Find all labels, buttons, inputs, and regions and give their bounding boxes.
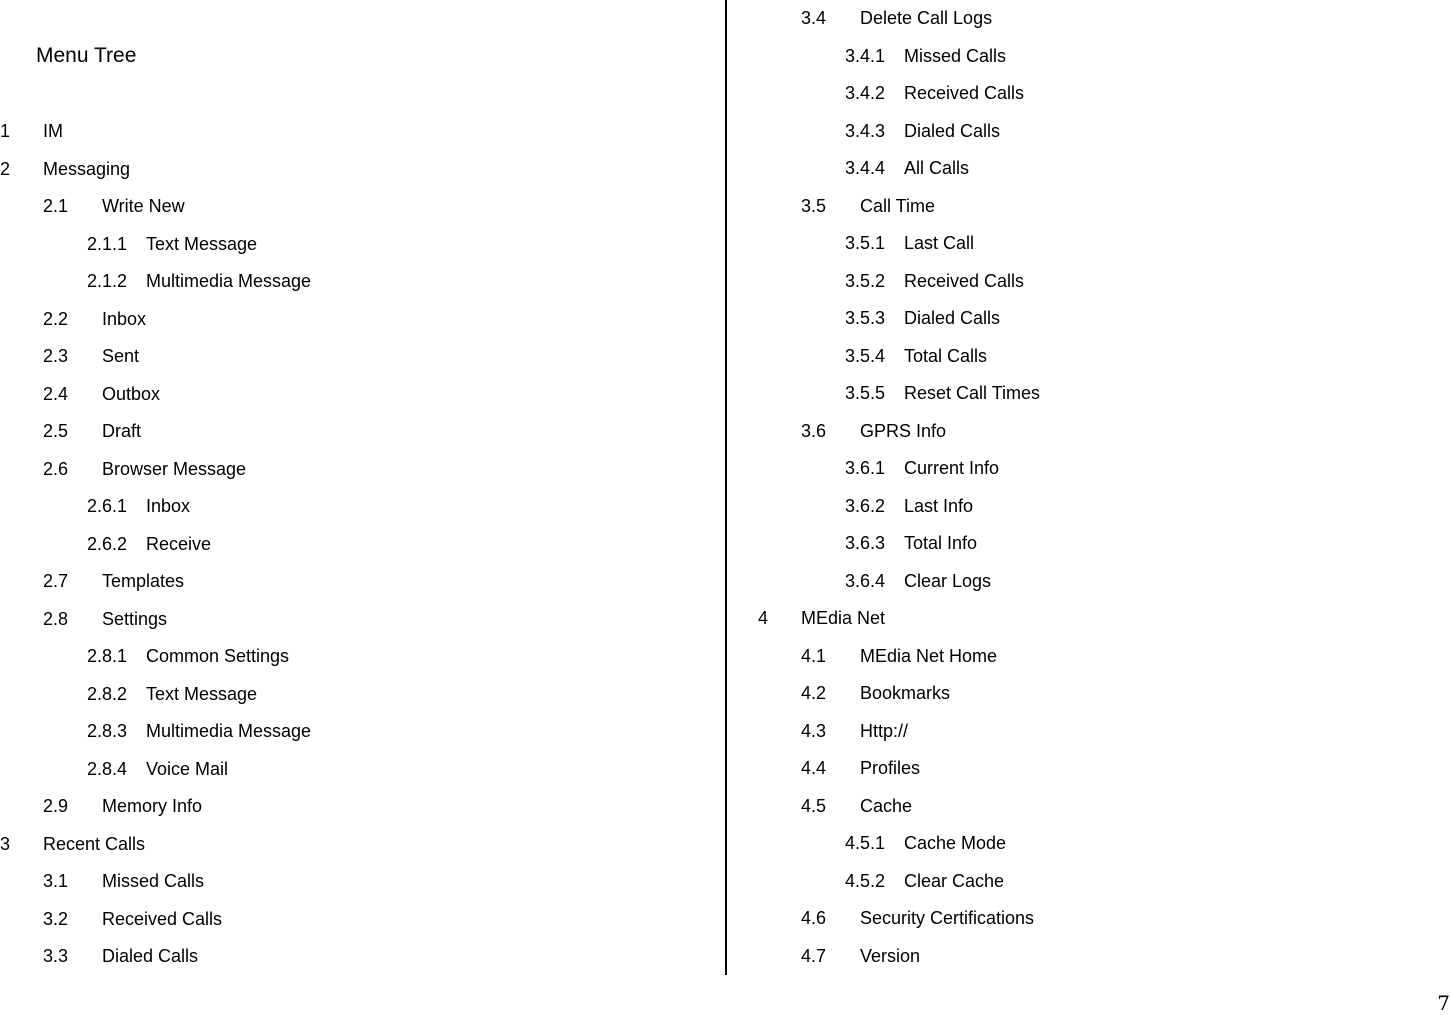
entry-number: 2.2 (43, 308, 69, 329)
entry-number: 2.8.3 (87, 721, 128, 741)
entry-number: 3.5.3 (845, 308, 886, 328)
entry-label: Multimedia Message (146, 721, 312, 741)
entry-label: Call Time (860, 195, 936, 216)
entry-label: Last Info (904, 495, 974, 516)
page-number: 7 (1437, 991, 1450, 1015)
entry-number: 3.5.5 (845, 383, 886, 403)
entry-label: Missed Calls (904, 45, 1007, 66)
entry-label: IM (43, 121, 63, 141)
entry-number: 4.7 (801, 945, 827, 966)
entry-number: 2.8.1 (87, 646, 128, 666)
entry-number: 2.9 (43, 796, 69, 816)
entry-label: Inbox (102, 308, 147, 329)
entry-number: 2.1.2 (87, 271, 128, 291)
entry-number: 4.5.1 (845, 833, 886, 853)
entry-label: Outbox (102, 383, 161, 404)
page-title: Menu Tree (36, 44, 137, 67)
entry-label: Received Calls (904, 83, 1025, 103)
entry-label: Common Settings (146, 646, 290, 666)
entry-number: 3.6.1 (845, 458, 886, 478)
entry-number: 3.6.2 (845, 495, 886, 516)
entry-number: 3.4.4 (845, 158, 886, 178)
entry-label: Total Calls (904, 345, 988, 366)
entry-label: Http:// (860, 720, 909, 741)
entry-number: 2.3 (43, 346, 69, 366)
entry-label: Recent Calls (43, 833, 146, 854)
entry-number: 2.6 (43, 458, 69, 479)
entry-label: Inbox (146, 496, 191, 516)
entry-label: Version (860, 945, 921, 966)
entry-number: 2.8.4 (87, 758, 128, 779)
entry-number: 3.5.4 (845, 345, 886, 366)
entry-number: 3.4.2 (845, 83, 886, 103)
entry-label: Dialed Calls (904, 308, 1001, 328)
entry-label: MEdia Net (801, 608, 886, 628)
entry-label: Received Calls (904, 270, 1025, 291)
entry-label: Text Message (146, 683, 258, 704)
entry-label: Last Call (904, 233, 975, 253)
entry-number: 2.4 (43, 383, 69, 404)
column-divider (725, 0, 727, 975)
entry-label: Voice Mail (146, 758, 229, 779)
entry-label: Draft (102, 421, 142, 441)
entry-label: Reset Call Times (904, 383, 1041, 403)
entry-number: 3.4.1 (845, 45, 886, 66)
entry-number: 3.6 (801, 420, 827, 441)
entry-number: 2 (0, 158, 11, 179)
entry-number: 3.6.3 (845, 533, 886, 553)
entry-number: 3.4 (801, 8, 827, 28)
entry-label: Current Info (904, 458, 1000, 478)
entry-label: Text Message (146, 233, 258, 254)
entry-number: 3.5.2 (845, 270, 886, 291)
entry-number: 2.5 (43, 421, 69, 441)
entry-label: Receive (146, 533, 212, 554)
entry-label: Browser Message (102, 458, 247, 479)
entry-label: Missed Calls (102, 871, 205, 891)
entry-number: 3.1 (43, 871, 69, 891)
entry-number: 4.6 (801, 908, 827, 928)
entry-label: Clear Cache (904, 870, 1005, 891)
entry-number: 4.2 (801, 683, 827, 703)
entry-number: 2.8 (43, 608, 69, 629)
entry-label: Profiles (860, 758, 921, 778)
entry-label: Sent (102, 346, 140, 366)
entry-label: GPRS Info (860, 420, 947, 441)
entry-number: 3.6.4 (845, 570, 886, 591)
entry-number: 2.6.2 (87, 533, 128, 554)
entry-label: Delete Call Logs (860, 8, 993, 28)
entry-number: 3 (0, 833, 11, 854)
entry-number: 4.1 (801, 645, 827, 666)
entry-label: Received Calls (102, 908, 223, 929)
entry-number: 2.6.1 (87, 496, 128, 516)
entry-label: Cache Mode (904, 833, 1007, 853)
entry-label: Clear Logs (904, 570, 992, 591)
entry-number: 1 (0, 121, 11, 141)
entry-number: 4.5 (801, 795, 827, 816)
entry-number: 3.2 (43, 908, 69, 929)
entry-label: Multimedia Message (146, 271, 312, 291)
entry-number: 4.5.2 (845, 870, 886, 891)
entry-number: 4.4 (801, 758, 827, 778)
entry-number: 3.5 (801, 195, 827, 216)
entry-number: 4 (758, 608, 769, 628)
entry-number: 3.5.1 (845, 233, 886, 253)
entry-number: 2.7 (43, 571, 69, 591)
entry-label: Dialed Calls (102, 946, 199, 966)
entry-label: Memory Info (102, 796, 203, 816)
entry-label: Dialed Calls (904, 120, 1001, 141)
entry-label: All Calls (904, 158, 970, 178)
menu-tree-right-column (758, 0, 1451, 1012)
entry-label: MEdia Net Home (860, 645, 998, 666)
entry-label: Total Info (904, 533, 978, 553)
entry-label: Templates (102, 571, 185, 591)
entry-label: Bookmarks (860, 683, 951, 703)
entry-number: 2.1.1 (87, 233, 128, 254)
entry-label: Cache (860, 795, 913, 816)
entry-label: Security Certifications (860, 908, 1035, 928)
entry-number: 2.1 (43, 196, 69, 216)
entry-number: 3.3 (43, 946, 69, 966)
entry-label: Settings (102, 608, 168, 629)
entry-number: 4.3 (801, 720, 827, 741)
entry-number: 3.4.3 (845, 120, 886, 141)
entry-label: Write New (102, 196, 185, 216)
entry-label: Messaging (43, 158, 131, 179)
menu-tree-left-column (0, 0, 700, 1012)
entry-number: 2.8.2 (87, 683, 128, 704)
